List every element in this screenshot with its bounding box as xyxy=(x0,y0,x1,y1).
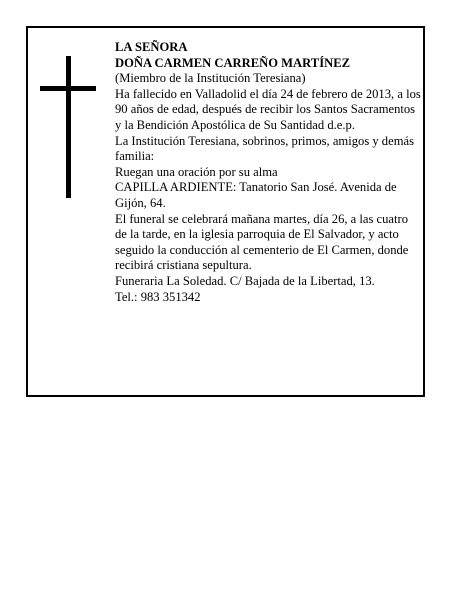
cross-icon xyxy=(40,56,96,198)
death-info: Ha fallecido en Valladolid el día 24 de febrero de 2013, a los 90 años de edad, después de recibir los Santos Sacramentos y la Bendición Apostólica de Su Santidad d.e.p. xyxy=(115,86,421,132)
funeral-home: Funeraria La Soledad. C/ Bajada de la Libertad, 13. xyxy=(115,273,375,288)
affiliation: (Miembro de la Institución Teresiana) xyxy=(115,71,306,86)
phone-number: Tel.: 983 351342 xyxy=(115,289,201,304)
cross-horizontal-bar xyxy=(40,86,96,91)
mourners: La Institución Teresiana, sobrinos, primos, amigos y demás familia: xyxy=(115,133,414,164)
obituary-notice xyxy=(26,26,425,397)
notice-text xyxy=(115,40,423,305)
notice-title: LA SEÑORA xyxy=(115,40,188,54)
deceased-name: DOÑA CARMEN CARREÑO MARTÍNEZ xyxy=(115,55,350,70)
funeral-info: El funeral se celebrará mañana martes, día 26, a las cuatro de la tarde, en la iglesia parroquia de El Salvador, y acto seguido la conducción al cementerio de El Carmen, donde recibirá cristiana sepultura. xyxy=(115,211,409,273)
prayer-request: Ruegan una oración por su alma xyxy=(115,164,278,179)
chapel-info: CAPILLA ARDIENTE: Tanatorio San José. Avenida de Gijón, 64. xyxy=(115,180,397,210)
cross-vertical-bar xyxy=(66,56,71,198)
